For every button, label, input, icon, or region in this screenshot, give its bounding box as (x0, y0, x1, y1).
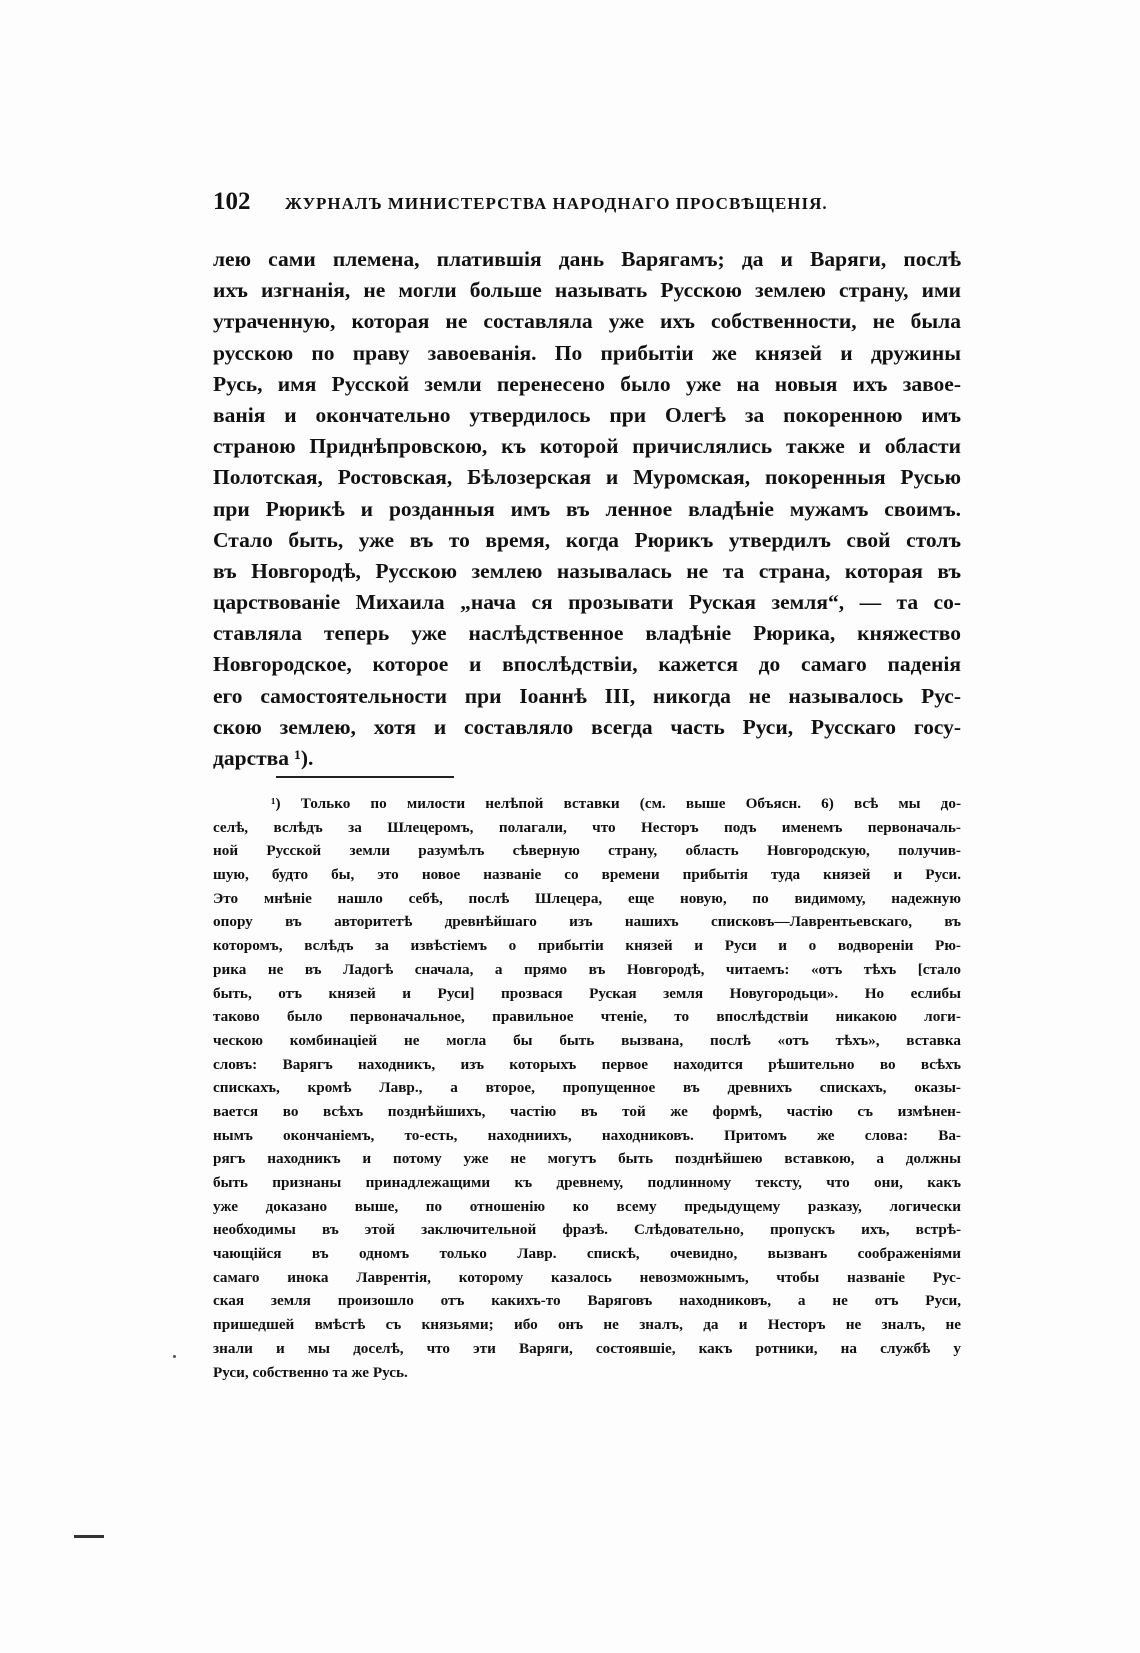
footnote-line: селѣ, вслѣдъ за Шлецеромъ, полагали, что Несторъ подъ именемъ первоначаль- (213, 818, 961, 836)
footnote-line: самаго инока Лаврентія, которому казалось невозможнымъ, чтобы названіе Рус- (213, 1268, 961, 1286)
footnote-line: нымъ окончаніемъ, то-есть, находниихъ, находниковъ. Притомъ же слова: Ва- (213, 1126, 961, 1144)
text-line: Полотская, Ростовская, Бѣлозерская и Муромская, покоренныя Русью (213, 465, 961, 490)
footnote-line: ская земля произошло отъ какихъ-то Варяговъ находниковъ, а не отъ Руси, (213, 1292, 961, 1310)
footnote-line: которомъ, вслѣдъ за извѣстіемъ о прибытіи князей и Руси и о водвореніи Рю- (213, 937, 961, 955)
footnote-line: ной Русской земли разумѣлъ сѣверную страну, область Новгородскую, получив- (213, 842, 961, 860)
text-line: ихъ изгнанія, не могли больше называть Русскою землею страну, ими (213, 278, 961, 303)
footnote-separator (276, 776, 454, 778)
footnote-line: рика не въ Ладогѣ сначала, а прямо въ Новгородѣ, читаемъ: «отъ тѣхъ [стало (213, 960, 961, 978)
footnote-line: Это мнѣніе нашло себѣ, послѣ Шлецера, еще новую, по видимому, надежную (213, 889, 961, 907)
footnote-line: Руси, собственно та же Русь. (213, 1363, 408, 1381)
text-line: страною Приднѣпровскою, къ которой причислялись также и области (213, 434, 961, 459)
footnote-block (213, 792, 961, 1384)
footnote-line: чающійся въ одномъ только Лавр. спискѣ, очевидно, вызванъ соображеніями (213, 1245, 961, 1263)
text-line: Новгородское, которое и впослѣдствіи, кажется до самаго паденія (213, 652, 961, 677)
footnote-line: рягъ находникъ и потому уже не могутъ быть позднѣйшею вставкою, а должны (213, 1150, 961, 1168)
footnote-line: шую, будто бы, это новое названіе со времени прибытія туда князей и Руси. (213, 866, 961, 884)
text-line: при Рюрикѣ и розданныя имъ въ ленное владѣніе мужамъ своимъ. (213, 496, 961, 521)
footnote-line: быть признаны принадлежащими къ древнему, подлинному тексту, что они, какъ (213, 1174, 961, 1191)
text-line: русскою по праву завоеванія. По прибытіи же князей и дружины (213, 340, 961, 365)
footnote-line: пришедшей вмѣстѣ съ князьями; ибо онъ не зналъ, да и Несторъ не зналъ, не (213, 1316, 961, 1334)
margin-dash-mark (74, 1535, 104, 1538)
text-line: его самостоятельности при Іоаннѣ III, никогда не называлось Рус- (213, 683, 961, 708)
text-line: Русь, имя Русской земли перенесено было уже на новыя ихъ завое- (213, 371, 961, 396)
page-header (213, 188, 933, 228)
footnote-line: уже доказано выше, по отношенію ко всему предыдущему разказу, логически (213, 1197, 961, 1215)
footnote-line: таково было первоначальное, правильное чтеніе, то впослѣдствіи никакою логи- (213, 1008, 961, 1026)
text-line: Стало быть, уже въ то время, когда Рюрикъ утвердилъ свой столъ (213, 527, 961, 552)
text-line: утраченную, которая не составляла уже ихъ собственности, не была (213, 309, 961, 334)
text-line: царствованіе Михаила „нача ся прозывати Руская земля“, — та со- (213, 590, 961, 615)
footnote-line: вается во всѣхъ позднѣйшихъ, частію въ той же формѣ, частію съ измѣнен- (213, 1102, 961, 1120)
text-line: въ Новгородѣ, Русскою землею называлась не та страна, которая въ (213, 558, 961, 583)
main-text-block (213, 244, 961, 774)
footnote-line: ¹) Только по милости нелѣпой вставки (см. выше Объясн. 6) всѣ мы до- (271, 795, 961, 812)
footnote-line: ческою комбинаціей не могла бы быть вызвана, послѣ «отъ тѣхъ», вставка (213, 1031, 961, 1049)
margin-speck (173, 1355, 176, 1358)
footnote-line: знали и мы доселѣ, что эти Варяги, состоявшіе, какъ ротники, на службѣ у (213, 1339, 961, 1357)
footnote-line: опору въ авторитетѣ древнѣйшаго изъ нашихъ списковъ—Лаврентьевскаго, въ (213, 913, 961, 931)
footnote-line: словъ: Варягъ находникъ, изъ которыхъ первое находится рѣшительно во всѣхъ (213, 1055, 961, 1073)
text-line: лею сами племена, платившія дань Варягамъ; да и Варяги, послѣ (213, 247, 961, 271)
text-line: ставляла теперь уже наслѣдственное владѣніе Рюрика, княжество (213, 621, 961, 646)
page-number: 102 (213, 188, 251, 215)
text-line: ванія и окончательно утвердилось при Олегѣ за покоренною имъ (213, 402, 961, 427)
footnote-line: спискахъ, кромѣ Лавр., а второе, пропущенное въ древнихъ спискахъ, оказы- (213, 1079, 961, 1097)
text-line: дарства ¹). (213, 746, 314, 770)
footnote-line: необходимы въ этой заключительной фразѣ. Слѣдовательно, пропускъ ихъ, встрѣ- (213, 1221, 961, 1239)
text-line: скою землею, хотя и составляло всегда часть Руси, Русскаго госу- (213, 714, 961, 739)
footnote-line: быть, отъ князей и Руси] прозвася Руская земля Новугородьци». Но еслибы (213, 984, 961, 1002)
running-title: ЖУРНАЛЪ МИНИСТЕРСТВА НАРОДНАГО ПРОСВѢЩЕНІЯ. (285, 194, 828, 213)
